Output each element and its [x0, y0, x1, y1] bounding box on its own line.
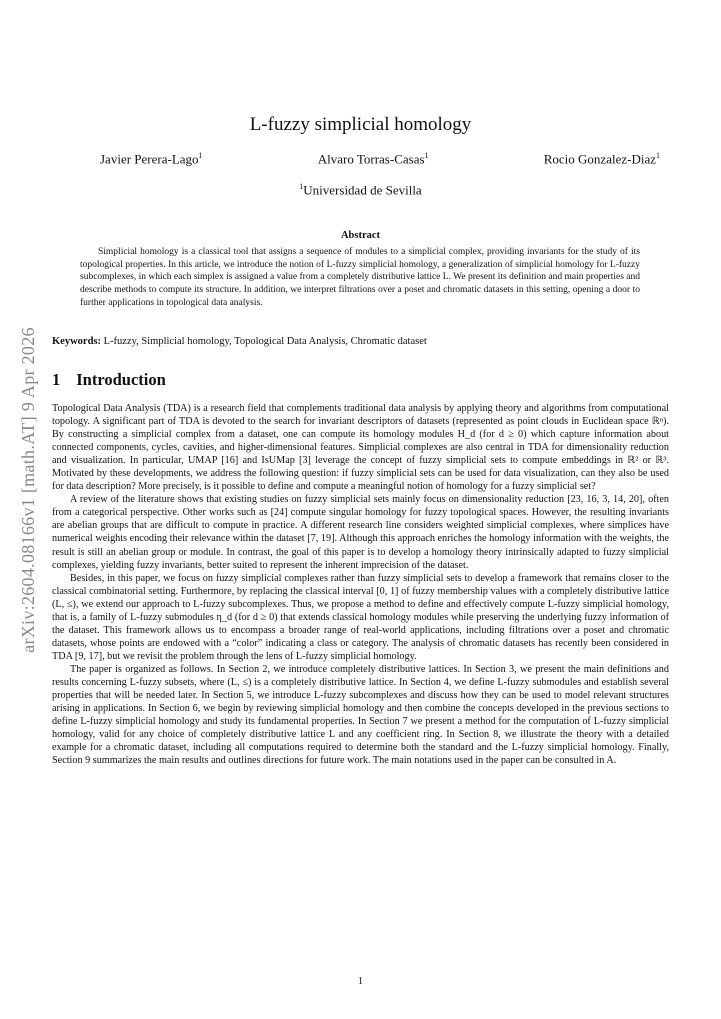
author-name: Alvaro Torras-Casas — [317, 151, 425, 167]
affiliation-mark: 1 — [424, 151, 429, 160]
abstract-heading: Abstract — [340, 230, 381, 241]
keywords — [52, 336, 672, 347]
affiliation-mark: 1 — [299, 182, 304, 191]
affiliation-mark: 1 — [656, 151, 660, 160]
keywords-text: L-fuzzy, Simplicial homology, Topological Data Analysis, Chromatic dataset — [103, 336, 427, 347]
author-name: Javier Perera-Lago — [100, 151, 199, 167]
section-body — [52, 402, 669, 767]
author-list — [100, 151, 660, 167]
section-title: Introduction — [76, 370, 166, 389]
affiliation-name: Universidad de Sevilla — [303, 182, 422, 198]
paragraph: Besides, in this paper, we focus on fuzzy simplicial complexes rather than fuzzy simplicial sets to develop a framework that remains closer to the classical combinatorial setting. Furthermore, by replacing the classical interval [0, 1] of fuzzy membership values with a completely distributive lattice (L, ≤), we extend our approach to L-fuzzy subcomplexes. Thus, we propose a method to define and effectively compute L-fuzzy simplicial homology, that is, a family of L-fuzzy submodules η_d (for d ≥ 0) that extends classical homology modules while preserving the underlying fuzzy information of the dataset. This framework allows us to encompass a broader range of real-world applications, including filtrations over a poset and chromatic datasets, whose points are endowed with a “color” indicating a class or category. The analysis of chromatic datasets has recently been considered in TDA [9, 17], but we revisit the problem through the lens of L-fuzzy simplicial homology. — [52, 572, 669, 662]
paper-title: L-fuzzy simplicial homology — [249, 114, 472, 135]
abstract-text: Simplicial homology is a classical tool that assigns a sequence of modules to a simplicial complex, providing invariants for the study of its topological properties. In this article, we introduce the notion of L-fuzzy simplicial homology, a generalization of simplicial homology for L-fuzzy subcomplexes, in which each simplex is assigned a value from a completely distributive lattice L. We present its definition and main properties and describe methods to compute its structure. In addition, we interpret filtrations over a poset and chromatic datasets in this setting, opening a door to further applications in topological data analysis. — [80, 247, 640, 308]
author — [100, 151, 203, 167]
paragraph: A review of the literature shows that existing studies on fuzzy simplicial sets mainly focus on dimensionality reduction [23, 16, 3, 14, 20], often from a categorical perspective. Other works such as [24] compute singular homology for fuzzy topological spaces. However, the resulting invariants are abelian groups that are difficult to compute in practice. A different research line considers weighted simplicial complexes, where simplices have numerical weights encoding their relevance within the dataset [7, 19]. Although this approach enriches the homology information with the weights, the result is still an abelian group or module. In contrast, the goal of this paper is to develop a homology theory intrinsically adapted to fuzzy simplicial complexes, yielding fuzzy invariants, better suited to represent the inherent imprecision of the dataset. — [52, 494, 669, 571]
page-number: 1 — [357, 976, 364, 987]
author-name: Rocio Gonzalez-Diaz — [543, 151, 656, 167]
keywords-label: Keywords: — [52, 336, 101, 347]
paragraph: The paper is organized as follows. In Section 2, we introduce completely distributive lattices. In Section 3, we present the main definitions and results concerning L-fuzzy subsets, where (L, ≤) is a completely distributive lattice. In Section 4, we define L-fuzzy submodules and establish several properties that will be needed later. In Section 5, we introduce L-fuzzy subcomplexes and discuss how they can be used to model relevant structures arising in applications. In Section 6, we begin by reviewing simplicial homology and then combine the concepts developed in the previous sections to define L-fuzzy simplicial homology and study its fundamental properties. In Section 7 we present a method for the computation of L-fuzzy simplicial homology, valid for any choice of completely distributive lattice L and any coefficient ring. In Section 8, we illustrate the theory with a detailed example for a chromatic dataset, including all computations required to determine both the standard and the L-fuzzy simplicial homology. Finally, Section 9 summarizes the main results and outlines directions for future work. The main notations used in the paper can be consulted in A. — [52, 663, 669, 767]
affiliation-mark: 1 — [198, 151, 203, 160]
paragraph: Topological Data Analysis (TDA) is a research field that complements traditional data analysis by applying theory and algorithms from computational topology. A significant part of TDA is devoted to the search for invariant descriptors of datasets (represented as point clouds in Euclidean space ℝⁿ). By constructing a simplicial complex from a dataset, one can compute its homology modules H_d (for d ≥ 0) which capture information about connected components, cycles, cavities, and higher-dimensional features. Simplicial complexes are also central in TDA for dimensionality reduction and visualization. In particular, UMAP [16] and IsUMap [3] leverage the concept of fuzzy simplicial sets to compute embeddings in ℝ² or ℝ³. Motivated by these developments, we address the following question: if fuzzy simplicial sets can be used for data visualization, can they also be used for data description? More precisely, is it possible to define and compute a meaningful notion of homology for a fuzzy simplicial set? — [52, 403, 669, 493]
section-number: 1 — [52, 370, 61, 389]
author — [544, 151, 660, 167]
affiliation — [0, 182, 721, 198]
arxiv-identifier: arXiv:2604.08166v1 [math.AT] 9 Apr 2026 — [18, 327, 38, 653]
author — [318, 151, 429, 167]
section-heading — [52, 370, 182, 390]
